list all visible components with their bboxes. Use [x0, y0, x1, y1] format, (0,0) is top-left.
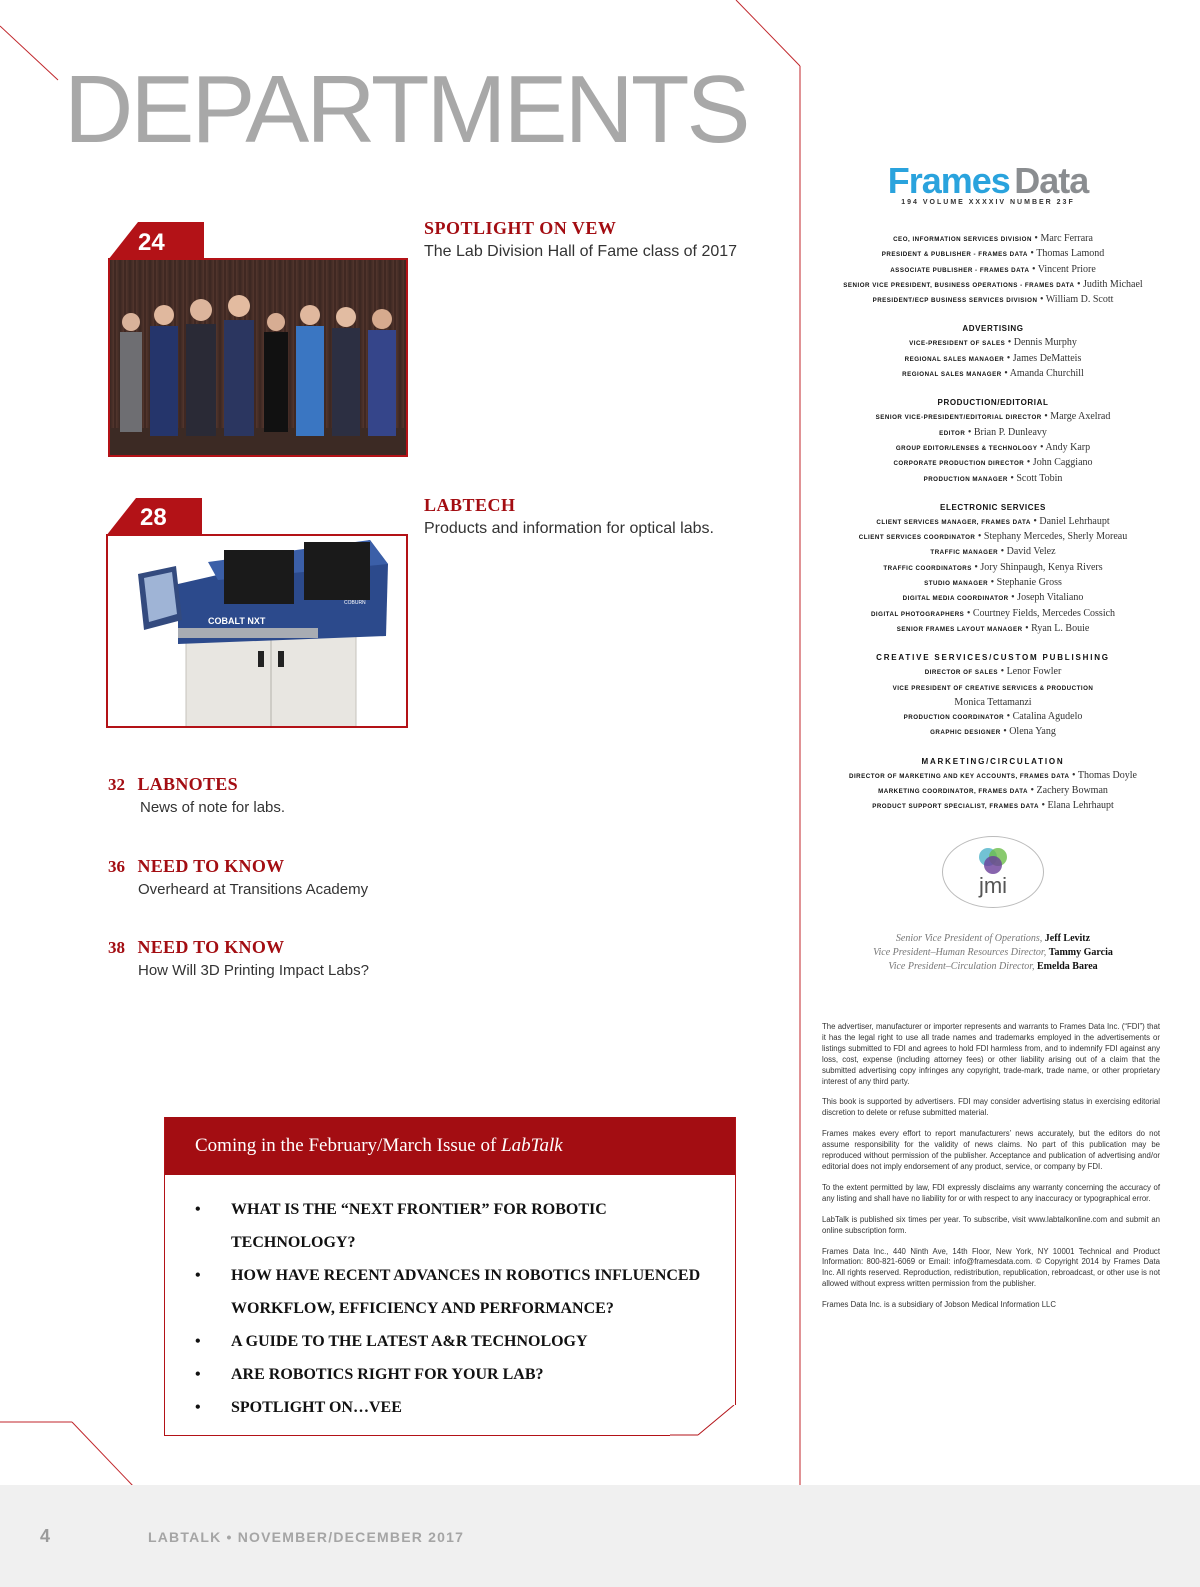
masthead-name: Andy Karp [1045, 441, 1091, 453]
masthead-role: CORPORATE PRODUCTION DIRECTOR [893, 460, 1025, 468]
masthead-sections [808, 322, 1178, 814]
masthead-row: DIGITAL PHOTOGRAPHERS • Courtney Fields, Mercedes Cossich [870, 607, 1116, 619]
lab-machine-image [108, 536, 406, 726]
masthead-name: John Caggiano [1032, 457, 1093, 469]
masthead-row: CLIENT SERVICES MANAGER, FRAMES DATA • Daniel Lehrhaupt [876, 515, 1110, 527]
masthead-name: Jory Shinpaugh, Kenya Rivers [980, 561, 1103, 573]
coming-heading-magazine: LabTalk [501, 1135, 563, 1156]
executives [808, 932, 1178, 974]
exec-title: Vice President–Human Resources Director, [873, 947, 1047, 958]
feature-number: 28 [140, 504, 167, 531]
masthead-name: Stephanie Gross [996, 577, 1062, 589]
masthead-role: DIRECTOR OF MARKETING AND KEY ACCOUNTS, FRAMES DATA [848, 772, 1070, 780]
feature-spotlight[interactable] [424, 218, 784, 261]
masthead-role: GRAPHIC DESIGNER [930, 729, 1001, 737]
legal-paragraph: LabTalk is published six times per year. To subscribe, visit www.labtalkonline.com and submit an online subscription form. [822, 1214, 1160, 1235]
masthead-role: EDITOR [939, 429, 966, 437]
legal-paragraph: This book is supported by advertisers. FDI may consider advertising status in exercising editorial discretion to delete or refuse submitted material. [822, 1097, 1160, 1118]
feature-subtitle: The Lab Division Hall of Fame class of 2017 [424, 243, 738, 260]
masthead-row: PRODUCTION MANAGER • Scott Tobin [923, 472, 1063, 484]
masthead-role: CLIENT SERVICES MANAGER, FRAMES DATA [876, 518, 1031, 526]
masthead-name: Marc Ferrara [1040, 233, 1093, 244]
masthead-row: GROUP EDITOR/LENSES & TECHNOLOGY • Andy Karp [895, 441, 1091, 453]
feature-photo-machine[interactable] [106, 534, 408, 728]
dept-number: 38 [108, 938, 125, 957]
masthead-name: Ryan L. Bouie [1031, 622, 1090, 634]
dept-subtitle: News of note for labs. [140, 799, 286, 816]
masthead-role: GROUP EDITOR/LENSES & TECHNOLOGY [895, 444, 1038, 452]
masthead-name: Scott Tobin [1016, 472, 1063, 484]
exec-line [808, 960, 1178, 974]
masthead-row: REGIONAL SALES MANAGER • Amanda Churchill [902, 368, 1084, 380]
masthead-role: PRODUCTION COORDINATOR [903, 714, 1005, 722]
masthead-name: Daniel Lehrhaupt [1039, 515, 1110, 527]
masthead-row: MARKETING COORDINATOR, FRAMES DATA • Zachery Bowman [878, 785, 1108, 797]
coming-item: • ARE ROBOTICS RIGHT FOR YOUR LAB? [195, 1358, 715, 1391]
masthead-role: TRAFFIC COORDINATORS [883, 564, 972, 572]
masthead-row: TRAFFIC MANAGER • David Velez [930, 546, 1056, 558]
machine-label: COBALT NXT [208, 616, 266, 626]
dept-heading[interactable]: NEED TO KNOW [137, 856, 285, 876]
masthead-row: DIGITAL MEDIA COORDINATOR • Joseph Vitaliano [902, 592, 1084, 604]
masthead-row: ASSOCIATE PUBLISHER - FRAMES DATA • Vincent Priore [890, 263, 1096, 275]
feature-number: 24 [138, 229, 165, 256]
dept-heading[interactable]: NEED TO KNOW [137, 937, 285, 957]
dept-item-need-to-know-38[interactable] [108, 937, 608, 979]
masthead-row: SENIOR FRAMES LAYOUT MANAGER • Ryan L. Bouie [896, 622, 1090, 634]
masthead-row: CEO, INFORMATION SERVICES DIVISION • Marc Ferrara [893, 233, 1093, 244]
masthead-role: CLIENT SERVICES COORDINATOR [858, 534, 976, 542]
masthead-role: DIGITAL MEDIA COORDINATOR [902, 595, 1009, 603]
masthead-role: DIRECTOR OF SALES [924, 669, 999, 677]
page-title: DEPARTMENTS [64, 56, 748, 163]
masthead-role: SENIOR VICE PRESIDENT, BUSINESS OPERATIONS - FRAMES DATA [843, 281, 1075, 289]
masthead-name: Thomas Doyle [1077, 769, 1137, 781]
masthead-name: David Velez [1006, 546, 1056, 558]
volume-line: 194 VOLUME XXXXIV NUMBER 23F [901, 199, 1075, 206]
dept-item-labnotes[interactable] [108, 774, 608, 816]
masthead-row: PRESIDENT/ECP BUSINESS SERVICES DIVISION • William D. Scott [872, 294, 1114, 306]
masthead-row: TRAFFIC COORDINATORS • Jory Shinpaugh, Kenya Rivers [883, 561, 1103, 573]
dept-number: 36 [108, 857, 125, 876]
masthead-role: CEO, INFORMATION SERVICES DIVISION [893, 236, 1032, 243]
frames-data-logo [868, 160, 1108, 202]
dept-number: 32 [108, 775, 125, 794]
masthead-row: CLIENT SERVICES COORDINATOR • Stephany Mercedes, Sherly Moreau [858, 531, 1128, 543]
legal-paragraph: Frames Data Inc. is a subsidiary of Jobson Medical Information LLC [822, 1300, 1057, 1310]
masthead [808, 232, 1178, 815]
masthead-row: STUDIO MANAGER • Stephanie Gross [924, 577, 1062, 589]
masthead-role: STUDIO MANAGER [924, 580, 989, 588]
group-photo-image [110, 260, 406, 455]
masthead-role: SENIOR FRAMES LAYOUT MANAGER [896, 625, 1023, 633]
exec-line [808, 932, 1178, 946]
masthead-name: Judith Michael [1082, 278, 1143, 290]
masthead-row: DIRECTOR OF SALES • Lenor Fowler [924, 666, 1062, 678]
masthead-name: Courtney Fields, Mercedes Cossich [972, 607, 1116, 619]
masthead-role: PRODUCTION MANAGER [923, 475, 1008, 483]
masthead-section-title: MARKETING/CIRCULATION [921, 756, 1065, 766]
masthead-section-title: ADVERTISING [962, 324, 1024, 334]
masthead-section-title: CREATIVE SERVICES/CUSTOM PUBLISHING [876, 653, 1110, 663]
machine-brand: COBURN [344, 600, 366, 606]
masthead-role: PRESIDENT & PUBLISHER - FRAMES DATA [881, 251, 1028, 259]
legal-paragraph: Frames makes every effort to report manufacturers’ news accurately, but the editors do not assume responsibility for the validity of news claims. No part of this publication may be reproduced without permission of the publisher. Acceptance and publication of advertising and/or editorial does not imply endorsement of any product, service, or company by FDI. [822, 1129, 1160, 1171]
masthead-name: Stephany Mercedes, Sherly Moreau [983, 531, 1128, 543]
jmi-logo-text: jmi [978, 873, 1008, 898]
coming-item: • HOW HAVE RECENT ADVANCES IN ROBOTICS INFLUENCED WORKFLOW, EFFICIENCY AND PERFORMANCE? [195, 1259, 715, 1325]
dept-subtitle: How Will 3D Printing Impact Labs? [138, 962, 369, 979]
masthead-name: Zachery Bowman [1036, 785, 1108, 797]
masthead-row [808, 696, 1178, 710]
page-number: 4 [40, 1526, 51, 1546]
masthead-name: Dennis Murphy [1013, 337, 1077, 349]
masthead-name: Olena Yang [1009, 726, 1056, 738]
coming-item: • A GUIDE TO THE LATEST A&R TECHNOLOGY [195, 1325, 715, 1358]
masthead-row: GRAPHIC DESIGNER • Olena Yang [930, 726, 1056, 738]
coming-box-corner [670, 1405, 736, 1437]
masthead-row [808, 681, 1178, 696]
feature-photo-group[interactable] [108, 258, 408, 457]
masthead-name: Marge Axelrad [1050, 411, 1111, 423]
dept-item-need-to-know-36[interactable] [108, 856, 608, 898]
masthead-row: VICE-PRESIDENT OF SALES • Dennis Murphy [909, 337, 1077, 349]
coming-next-issue-box [164, 1117, 736, 1436]
masthead-top [808, 232, 1178, 308]
masthead-role: TRAFFIC MANAGER [930, 549, 999, 557]
masthead-role: VICE PRESIDENT OF CREATIVE SERVICES & PRODUCTION [892, 684, 1094, 692]
masthead-row: EDITOR • Brian P. Dunleavy [939, 426, 1047, 438]
coming-item: • WHAT IS THE “NEXT FRONTIER” FOR ROBOTIC TECHNOLOGY? [195, 1193, 715, 1259]
masthead-role: REGIONAL SALES MANAGER [902, 371, 1002, 379]
masthead-row: REGIONAL SALES MANAGER • James DeMatteis [904, 352, 1082, 364]
coming-heading [165, 1117, 735, 1175]
masthead-name: James DeMatteis [1012, 352, 1082, 364]
masthead-row: DIRECTOR OF MARKETING AND KEY ACCOUNTS, FRAMES DATA • Thomas Doyle [848, 769, 1137, 781]
exec-line [808, 946, 1178, 960]
exec-name: Tammy Garcia [1048, 947, 1113, 958]
masthead-name: Elana Lehrhaupt [1047, 800, 1114, 812]
masthead-row: PRODUCTION COORDINATOR • Catalina Agudelo [903, 711, 1083, 723]
exec-name: Emelda Barea [1037, 961, 1098, 972]
masthead-row: SENIOR VICE PRESIDENT, BUSINESS OPERATIONS - FRAMES DATA • Judith Michael [843, 278, 1143, 290]
masthead-name: Thomas Lamond [1036, 248, 1105, 260]
legal-notice [822, 1022, 1160, 1321]
legal-paragraph: To the extent permitted by law, FDI expressly disclaims any warranty concerning the accuracy of any listing and shall have no liability for or with respect to any inaccuracy or typographical error. [822, 1182, 1160, 1203]
exec-name: Jeff Levitz [1044, 933, 1091, 944]
masthead-role: MARKETING COORDINATOR, FRAMES DATA [878, 788, 1029, 796]
exec-title: Vice President–Circulation Director, [888, 961, 1035, 972]
coming-list [165, 1193, 735, 1424]
masthead-role: REGIONAL SALES MANAGER [904, 355, 1005, 363]
masthead-name: William D. Scott [1045, 294, 1114, 306]
masthead-role: PRODUCT SUPPORT SPECIALIST, FRAMES DATA [872, 803, 1039, 811]
feature-labtech[interactable] [424, 495, 784, 538]
masthead-role: ASSOCIATE PUBLISHER - FRAMES DATA [890, 266, 1030, 274]
masthead-name: Joseph Vitaliano [1017, 592, 1084, 604]
coming-item: • SPOTLIGHT ON…VEE [195, 1391, 715, 1424]
masthead-role: PRESIDENT/ECP BUSINESS SERVICES DIVISION [872, 297, 1038, 305]
masthead-section-title: ELECTRONIC SERVICES [940, 502, 1046, 512]
masthead-row: PRESIDENT & PUBLISHER - FRAMES DATA • Thomas Lamond [881, 248, 1105, 260]
masthead-role: SENIOR VICE-PRESIDENT/EDITORIAL DIRECTOR [875, 414, 1042, 422]
masthead-name: Vincent Priore [1037, 263, 1096, 275]
masthead-name: Catalina Agudelo [1012, 711, 1083, 723]
dept-subtitle: Overheard at Transitions Academy [138, 881, 369, 898]
legal-paragraph: Frames Data Inc., 440 Ninth Ave, 14th Floor, New York, NY 10001 Technical and Product Information: 800-821-6069 or Email: info@framesdata.com. © Copyright 2014 by Frames Data Inc. All rights reserved. Reproduction, redistribution, republication, rebroadcast, or other use is not allowed without express written permission from the publisher. [822, 1246, 1160, 1289]
logo-word-data: Data [1014, 160, 1089, 201]
masthead-name: Monica Tettamanzi [954, 696, 1032, 708]
masthead-row: SENIOR VICE-PRESIDENT/EDITORIAL DIRECTOR • Marge Axelrad [875, 411, 1111, 423]
exec-title: Senior Vice President of Operations, [895, 933, 1043, 944]
masthead-role: DIGITAL PHOTOGRAPHERS [870, 610, 965, 618]
masthead-section-title: PRODUCTION/EDITORIAL [937, 398, 1049, 408]
coming-heading-text: Coming in the February/March Issue of [195, 1135, 502, 1156]
masthead-name: Lenor Fowler [1006, 666, 1062, 678]
legal-paragraph: The advertiser, manufacturer or importer represents and warrants to Frames Data Inc. (“FDI”) that it has the legal right to use all trade names and trademarks employed in the advertisements or listings submitted to FDI and agrees to hold FDI harmless from, and to indemnify FDI against any loss, cost, expense (including attorney fees) or other liability arising out of a claim that the submitted advertising copy infringes any copyright, trade-mark, trade name, or other proprietary interest of any third party. [822, 1022, 1160, 1086]
footer-issue-text: LABTALK • NOVEMBER/DECEMBER 2017 [148, 1529, 465, 1545]
masthead-role: VICE-PRESIDENT OF SALES [909, 340, 1006, 348]
feature-heading[interactable]: LABTECH [424, 495, 516, 515]
masthead-name: Brian P. Dunleavy [973, 426, 1047, 438]
masthead-row: PRODUCT SUPPORT SPECIALIST, FRAMES DATA • Elana Lehrhaupt [872, 800, 1114, 812]
masthead-row: CORPORATE PRODUCTION DIRECTOR • John Caggiano [893, 457, 1093, 469]
masthead-name: Amanda Churchill [1009, 368, 1084, 380]
jmi-logo [942, 836, 1044, 908]
dept-heading[interactable]: LABNOTES [137, 774, 238, 794]
logo-word-frames: Frames [887, 160, 1010, 201]
feature-heading[interactable]: SPOTLIGHT ON VEW [424, 218, 617, 238]
feature-subtitle: Products and information for optical labs. [424, 520, 714, 537]
